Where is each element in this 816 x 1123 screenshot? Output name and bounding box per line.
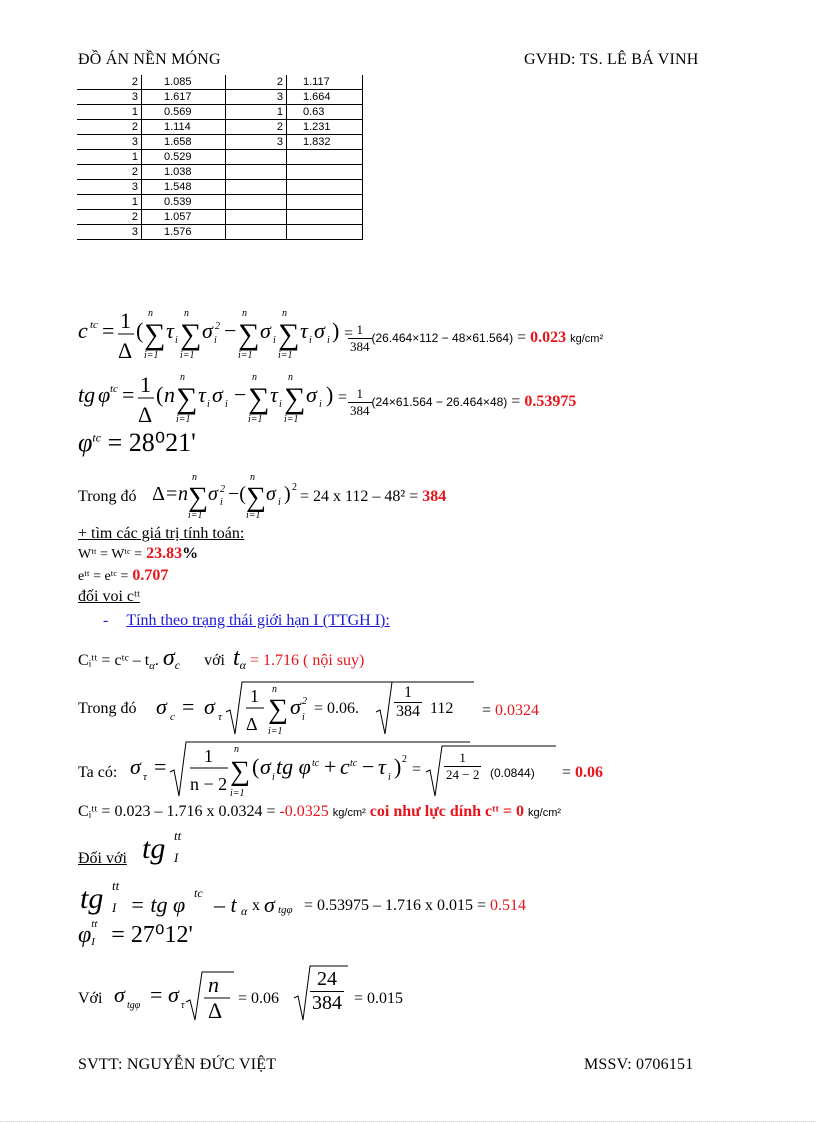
ci-voi: với — [204, 652, 225, 669]
table-cell — [287, 180, 363, 195]
tgI-result: 0.514 — [490, 897, 527, 914]
svg-text:n: n — [180, 372, 185, 383]
tgI-calc: = 0.53975 – 1.716 x 0.015 = — [304, 897, 487, 914]
table-cell: 2 — [77, 210, 142, 225]
svg-text:τ: τ — [181, 1000, 185, 1011]
table-cell: 1.057 — [142, 210, 226, 225]
table-row — [77, 180, 363, 195]
c-calc: (26.464×112 − 48×61.564) — [371, 331, 514, 346]
table-cell: 3 — [77, 180, 142, 195]
table-cell: 2 — [226, 120, 287, 135]
svg-text:n: n — [288, 372, 293, 383]
svg-text:σ: σ — [168, 982, 179, 1007]
e-value: 0.707 — [132, 567, 169, 584]
sigma-t-graphic — [130, 740, 470, 800]
svg-text:σ: σ — [260, 318, 271, 343]
doi-voi-tg: Đối với tg tt I — [78, 828, 182, 867]
svg-text:1: 1 — [250, 686, 259, 706]
svg-text:=: = — [166, 483, 178, 505]
w-line — [78, 545, 198, 563]
svg-text:−: − — [224, 318, 237, 343]
header-right: GVHD: TS. LÊ BÁ VINH — [524, 51, 699, 68]
table-cell — [287, 225, 363, 240]
svg-text:∑: ∑ — [180, 318, 202, 351]
svg-text:τ: τ — [270, 382, 278, 407]
svg-text:∑: ∑ — [188, 482, 208, 513]
delta-result: 384 — [422, 488, 447, 505]
svg-text:): ) — [284, 483, 291, 505]
footer-left: SVTT: NGUYỄN ĐỨC VIỆT — [78, 1056, 277, 1073]
table-cell: 1.576 — [142, 225, 226, 240]
table-cell: 1.548 — [142, 180, 226, 195]
svg-text:n: n — [184, 308, 189, 319]
table-row — [77, 195, 363, 210]
svg-text:i=1: i=1 — [144, 350, 159, 361]
svg-text:∑: ∑ — [230, 756, 250, 787]
svg-text:i=1: i=1 — [188, 510, 203, 520]
table-cell: 3 — [77, 90, 142, 105]
table-row — [77, 165, 363, 180]
svg-text:i: i — [278, 497, 281, 508]
svg-text:i=1: i=1 — [284, 414, 299, 425]
table-row — [77, 120, 363, 135]
table-cell: 1.617 — [142, 90, 226, 105]
svg-text:i: i — [225, 399, 228, 410]
svg-text:τ: τ — [198, 382, 206, 407]
svg-text:c: c — [78, 318, 88, 343]
sigma-c-val1: = 0.06. — [314, 700, 360, 717]
table-cell — [226, 180, 287, 195]
svg-text:Δ: Δ — [208, 998, 223, 1022]
svg-text:i: i — [175, 335, 178, 346]
svg-text:i=1: i=1 — [248, 414, 263, 425]
svg-text:2: 2 — [292, 482, 297, 493]
table-cell: 0.63 — [287, 105, 363, 120]
e-line — [78, 567, 168, 585]
table-cell — [287, 150, 363, 165]
svg-text:Δ: Δ — [246, 714, 258, 734]
sigma-tg-denom: 384 — [312, 992, 342, 1014]
svg-text:(: ( — [156, 382, 164, 407]
svg-text:=: = — [122, 382, 135, 407]
table-row — [77, 105, 363, 120]
table-row — [77, 75, 363, 90]
svg-text:n: n — [272, 684, 277, 695]
table-cell: 1.117 — [287, 75, 363, 90]
svg-text:i: i — [319, 399, 322, 410]
table-cell: 1.085 — [142, 75, 226, 90]
page-bottom-divider — [0, 1121, 816, 1122]
svg-text:σ: σ — [114, 982, 125, 1007]
svg-text:τ: τ — [378, 754, 386, 779]
svg-text:n: n — [208, 972, 219, 997]
sigma-c-denom: 384 — [396, 703, 420, 720]
sigma-t-calc: (0.0844) — [490, 766, 535, 780]
table-cell: 1.038 — [142, 165, 226, 180]
table-cell: 1.231 — [287, 120, 363, 135]
table-cell: 1.114 — [142, 120, 226, 135]
sigma-t-result: 0.06 — [575, 764, 604, 781]
table-cell: 1 — [77, 105, 142, 120]
svg-text:i: i — [279, 399, 282, 410]
ci-line-text: Cᵢᵗᵗ = cᵗᶜ – t — [78, 652, 150, 669]
svg-text:τ: τ — [300, 318, 308, 343]
c-unit: kg/cm² — [570, 333, 604, 346]
table-cell — [287, 195, 363, 210]
svg-text:σ: σ — [130, 754, 141, 779]
phiI-value: = 27⁰12' — [111, 922, 193, 948]
phiI-line: φ tt I = 27⁰12' — [78, 918, 193, 948]
svg-text:tg: tg — [78, 382, 96, 407]
svg-text:σ: σ — [208, 483, 218, 505]
ttgh-link[interactable]: Tính theo trạng thái giới hạn I (TTGH I): — [126, 612, 390, 629]
svg-text:tgφ: tgφ — [127, 1000, 141, 1011]
ttgh-line — [103, 612, 390, 630]
svg-text:φ: φ — [98, 382, 111, 407]
ttgh-dash: - — [103, 612, 109, 629]
sigma-c-one: 1 — [394, 684, 422, 703]
svg-text:Δ: Δ — [152, 483, 165, 505]
tg-frac-denom: 384 — [350, 403, 370, 418]
table-cell: 3 — [226, 135, 287, 150]
doi-voi-tg-label: Đối với — [78, 850, 127, 867]
table-row — [77, 90, 363, 105]
svg-text:∑: ∑ — [246, 482, 266, 513]
data-table — [77, 75, 363, 240]
table-cell: 0.539 — [142, 195, 226, 210]
sigma-tg-calc: = 0.06 — [238, 990, 280, 1007]
table-cell: 2 — [77, 120, 142, 135]
tgI-line: tg tt I = tg φ tc – t α x σ tgφ = 0.53975 – 1.716 x 0.015 = 0.514 — [80, 878, 527, 918]
svg-text:+: + — [324, 754, 337, 779]
svg-text:i: i — [273, 335, 276, 346]
table-cell: 3 — [226, 90, 287, 105]
w-line-label: Wᵗᵗ = Wᵗᶜ = — [78, 547, 143, 562]
table-cell: 0.529 — [142, 150, 226, 165]
sigma-tg-result: = 0.015 — [354, 990, 404, 1007]
section-title — [78, 525, 244, 543]
table-cell: 1 — [77, 195, 142, 210]
svg-text:τ: τ — [143, 771, 147, 783]
doi-voi-c-text: đối voi cᵗᵗ — [78, 588, 141, 605]
svg-text:i: i — [214, 335, 217, 346]
svg-text:σ: σ — [204, 694, 215, 719]
ci-result-text: Cᵢᵗᵗ = 0.023 – 1.716 x 0.0324 = — [78, 803, 276, 820]
table-cell — [226, 195, 287, 210]
svg-text:i: i — [388, 772, 391, 783]
svg-text:=: = — [344, 325, 354, 342]
svg-text:i=1: i=1 — [246, 510, 261, 520]
sigma-tg-line — [78, 962, 578, 1022]
formula-tg-tc: tg φ tc = 1 Δ ( n ∑ n i=1 τ i σ i − ∑ n i=1 τ i ∑ n i=1 σ i ) = $\frac{1}{384}$ (24×61.564 − 26.464×48) = 0.53975 — [78, 368, 778, 428]
svg-text:n: n — [250, 472, 255, 483]
svg-text:n: n — [234, 744, 239, 755]
table-cell — [287, 210, 363, 225]
table-cell: 2 — [226, 75, 287, 90]
ci-result-unit: kg/cm² — [332, 807, 366, 819]
svg-text:∑: ∑ — [284, 382, 306, 415]
svg-text:Δ: Δ — [118, 338, 133, 363]
c-frac-one: 1 — [348, 322, 372, 339]
sigma-tg-graphic — [114, 962, 314, 1022]
svg-text:2: 2 — [215, 321, 220, 332]
table-cell — [226, 225, 287, 240]
svg-text:1: 1 — [140, 372, 151, 397]
svg-text:n − 2: n − 2 — [190, 774, 228, 794]
svg-text:i=1: i=1 — [278, 350, 293, 361]
table-cell: 0.569 — [142, 105, 226, 120]
svg-text:−(: −( — [228, 483, 246, 505]
svg-text:tc: tc — [350, 758, 358, 769]
svg-text:∑: ∑ — [176, 382, 198, 415]
delta-calc: = 24 x 112 – 48² = — [300, 488, 419, 505]
svg-text:n: n — [164, 382, 175, 407]
svg-text:=: = — [154, 754, 167, 779]
svg-text:∑: ∑ — [238, 318, 260, 351]
table-cell: 2 — [77, 165, 142, 180]
table-cell: 3 — [77, 135, 142, 150]
svg-text:n: n — [178, 483, 188, 505]
phi-tc-value: = 28⁰21' — [107, 428, 196, 457]
svg-text:∑: ∑ — [268, 694, 288, 725]
table-row — [77, 150, 363, 165]
svg-text:σ: σ — [202, 318, 213, 343]
svg-text:i=1: i=1 — [238, 350, 253, 361]
svg-text:): ) — [394, 754, 402, 779]
formula-c-tc: c tc = 1 Δ ( ∑ n i=1 τ i ∑ n i=1 σ 2 i − ∑ n i=1 σ i ∑ n i=1 τ i σ i ) = $\frac{1}{384}$ (26.464×112 − 48×61.564) = 0.023 kg/cm² — [78, 300, 778, 366]
svg-text:i=1: i=1 — [180, 350, 195, 361]
ci-result-note: coi như lực dính cᵗᵗ = 0 — [369, 803, 525, 820]
sigma-c-result: 0.0324 — [495, 702, 540, 719]
svg-text:∑: ∑ — [278, 318, 300, 351]
sigma-c-n: 112 — [430, 700, 454, 717]
svg-text:σ: σ — [306, 382, 317, 407]
svg-text:n: n — [192, 472, 197, 483]
svg-text:tc: tc — [110, 383, 118, 395]
header-left: ĐỒ ÁN NỀN MÓNG — [78, 51, 221, 68]
svg-text:2: 2 — [402, 754, 407, 765]
table-cell: 3 — [77, 225, 142, 240]
sigma-c-graphic — [156, 678, 396, 740]
svg-text:i: i — [302, 712, 305, 723]
sigma-tg-prefix: Với — [78, 990, 103, 1007]
phi-tc: $\varphi^{tc} = 28^021'$ — [78, 428, 196, 457]
svg-text:i=1: i=1 — [176, 414, 191, 425]
svg-text:n: n — [252, 372, 257, 383]
sigma-c-sqrt — [374, 678, 484, 740]
table-cell: 1.664 — [287, 90, 363, 105]
table-cell: 2 — [77, 75, 142, 90]
svg-text:Δ: Δ — [138, 402, 153, 427]
svg-text:σ: σ — [260, 754, 271, 779]
delta-prefix: Trong đó — [78, 488, 137, 505]
sigma-t-one: 1 — [444, 750, 481, 767]
svg-text:=: = — [150, 982, 163, 1007]
svg-text:σ: σ — [266, 483, 276, 505]
w-pct: % — [182, 545, 199, 562]
svg-text:(: ( — [252, 754, 260, 779]
tg-calc: (24×61.564 − 26.464×48) — [371, 395, 508, 410]
svg-text:i: i — [207, 399, 210, 410]
svg-text:n: n — [148, 308, 153, 319]
section-title-text: + tìm các giá trị tính toán: — [78, 525, 245, 542]
svg-text:=: = — [338, 389, 348, 406]
svg-text:(: ( — [136, 318, 144, 343]
svg-text:i: i — [272, 772, 275, 783]
svg-text:n: n — [282, 308, 287, 319]
ci-line: Cᵢᵗᵗ = cᵗᶜ – $t_\alpha$. $\sigma_c$ với $t_\alpha = 1.716$ ( nội suy) — [78, 645, 365, 673]
svg-text:1: 1 — [120, 308, 131, 333]
svg-text:i: i — [309, 335, 312, 346]
c-result: 0.023 — [530, 329, 567, 347]
table-row — [77, 210, 363, 225]
svg-text:tc: tc — [90, 319, 98, 331]
sigma-c-line: Trong đó σ c = σ τ 1 Δ ∑ n i=1 σ 2 i = 0.06. $\frac{1}{384}$ 112 = 0.0324 — [78, 678, 778, 740]
svg-text:tg φ: tg φ — [276, 754, 311, 779]
svg-text:=: = — [102, 318, 115, 343]
ci-result-line — [78, 803, 561, 821]
svg-text:n: n — [242, 308, 247, 319]
svg-text:i=1: i=1 — [268, 726, 283, 737]
sigma-c-prefix: Trong đó — [78, 700, 137, 717]
sigma-t-prefix: Ta có: — [78, 764, 118, 781]
svg-text:−: − — [234, 382, 247, 407]
sigma-t-denom: 24 − 2 — [446, 767, 480, 782]
svg-text:σ: σ — [212, 382, 223, 407]
footer-right: MSSV: 0706151 — [584, 1056, 694, 1073]
ci-result-value: -0.0325 — [279, 803, 329, 820]
svg-text:=: = — [412, 761, 422, 778]
table-cell — [226, 210, 287, 225]
table-row — [77, 135, 363, 150]
table-cell: 1.832 — [287, 135, 363, 150]
table-cell: 1 — [77, 150, 142, 165]
svg-text:i: i — [327, 335, 330, 346]
table-cell — [226, 150, 287, 165]
svg-text:−: − — [362, 754, 375, 779]
svg-text:τ: τ — [218, 711, 222, 723]
table-cell: 1 — [226, 105, 287, 120]
tg-result: 0.53975 — [524, 393, 577, 411]
svg-text:σ: σ — [156, 694, 167, 719]
sigma-t-line: Ta có: σ τ = 1 n − 2 ∑ n i=1 ( σ i tg φ tc + c tc − τ i ) 2 = $\frac{1}{24 - 2}$ (0.0844) = 0.06 — [78, 740, 778, 800]
table-cell — [226, 165, 287, 180]
ci-t-value: = 1.716 ( nội suy) — [249, 652, 365, 669]
table-cell: 1.658 — [142, 135, 226, 150]
svg-text:i=1: i=1 — [230, 788, 245, 799]
svg-text:σ: σ — [290, 694, 301, 719]
svg-text:=: = — [182, 694, 195, 719]
svg-text:): ) — [326, 382, 334, 407]
w-value: 23.83 — [146, 545, 183, 562]
c-frac-denom: 384 — [350, 339, 370, 354]
doi-voi-c — [78, 588, 140, 606]
tg-frac-one: 1 — [348, 386, 372, 403]
svg-text:c: c — [170, 711, 175, 723]
table-row — [77, 225, 363, 240]
svg-text:i: i — [220, 497, 223, 508]
svg-text:∑: ∑ — [144, 318, 166, 351]
svg-text:σ: σ — [314, 318, 325, 343]
delta-line — [78, 470, 778, 520]
svg-text:∑: ∑ — [248, 382, 270, 415]
delta-formula-graphic — [152, 470, 322, 520]
svg-text:): ) — [332, 318, 340, 343]
svg-text:τ: τ — [166, 318, 174, 343]
svg-text:tc: tc — [312, 758, 320, 769]
ci-result-unit2: kg/cm² — [528, 807, 562, 819]
svg-text:1: 1 — [204, 746, 213, 766]
e-line-label: eᵗᵗ = eᵗᶜ = — [78, 569, 129, 584]
svg-text:2: 2 — [302, 696, 307, 707]
svg-text:2: 2 — [220, 484, 225, 495]
svg-text:c: c — [340, 754, 350, 779]
table-cell — [287, 165, 363, 180]
sigma-tg-n: 24 — [310, 968, 344, 992]
